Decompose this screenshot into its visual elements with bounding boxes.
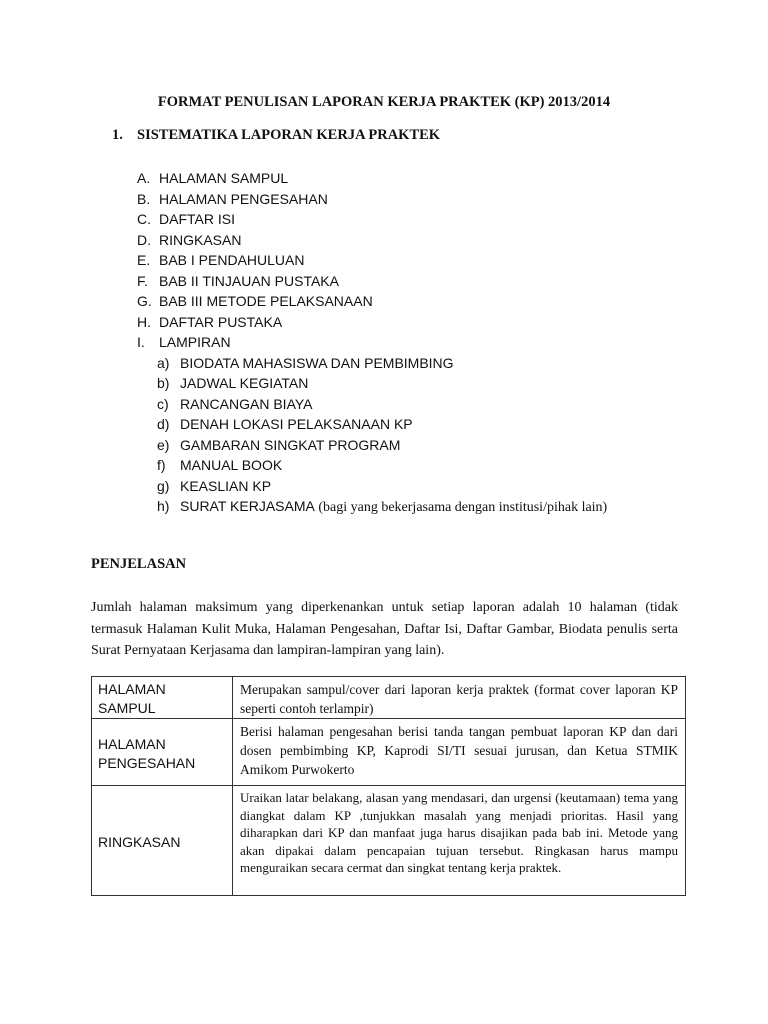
- list-item: [137, 250, 607, 271]
- explanation-table: [91, 676, 686, 896]
- list-text: JADWAL KEGIATAN: [180, 375, 309, 391]
- list-marker: h): [157, 498, 170, 514]
- list-marker: e): [157, 436, 170, 453]
- section-heading: [112, 127, 440, 144]
- list-text: BAB III METODE PELAKSANAAN: [159, 293, 373, 309]
- explanation-heading: PENJELASAN: [91, 556, 187, 572]
- list-text: GAMBARAN SINGKAT PROGRAM: [180, 436, 401, 453]
- list-text: SURAT KERJASAMA: [180, 498, 315, 514]
- list-marker: C.: [137, 211, 151, 227]
- list-item: [137, 230, 607, 251]
- list-text: BAB I PENDAHULUAN: [159, 252, 305, 268]
- list-marker: I.: [137, 334, 145, 350]
- list-text: RANCANGAN BIAYA: [180, 395, 313, 412]
- sub-list-item: [137, 496, 607, 517]
- list-item: [137, 271, 607, 292]
- list-text: DAFTAR PUSTAKA: [159, 313, 283, 330]
- list-marker: F.: [137, 272, 148, 289]
- list-marker: G.: [137, 293, 152, 309]
- list-text: DENAH LOKASI PELAKSANAAN KP: [180, 416, 413, 432]
- section-number: 1.: [112, 127, 123, 143]
- list-text: LAMPIRAN: [159, 334, 231, 350]
- table-cell-label: HALAMAN PENGESAHAN: [92, 719, 233, 786]
- table-row: [92, 719, 686, 786]
- list-text: DAFTAR ISI: [159, 211, 235, 227]
- list-item: [137, 209, 607, 230]
- list-item: [137, 189, 607, 210]
- sub-list-item: [137, 353, 607, 374]
- list-item: [137, 168, 607, 189]
- list-text: KEASLIAN KP: [180, 477, 272, 494]
- table-cell-description: Uraikan latar belakang, alasan yang mendasari, dan urgensi (keutamaan) tema yang diangkat dalam KP ,tunjukkan masalah yang menjadi prioritas. Hasil yang diharapkan dari KP dan manfaat juga harus disajikan pada bab ini. Metode yang akan dipakai dalam pencapaian tujuan tersebut. Ringkasan harus mampu menguraikan secara cermat dan singkat tentang kerja praktek.: [233, 786, 686, 896]
- list-marker: g): [157, 477, 170, 494]
- table-row: [92, 677, 686, 719]
- list-item: [137, 291, 607, 312]
- list-text: HALAMAN SAMPUL: [159, 170, 289, 186]
- sub-list-item: [137, 373, 607, 394]
- section-title: SISTEMATIKA LAPORAN KERJA PRAKTEK: [137, 127, 441, 143]
- sub-list-item: [137, 455, 607, 476]
- list-text: BIODATA MAHASISWA DAN PEMBIMBING: [180, 354, 454, 371]
- list-marker: A.: [137, 170, 151, 186]
- outline-list: [137, 168, 607, 517]
- sub-list-item: [137, 435, 607, 456]
- list-marker: E.: [137, 252, 151, 268]
- list-marker: H.: [137, 313, 151, 330]
- list-marker: f): [157, 457, 166, 473]
- list-marker: c): [157, 395, 169, 412]
- table-row: [92, 786, 686, 896]
- table-cell-description: Merupakan sampul/cover dari laporan kerja praktek (format cover laporan KP seperti contoh terlampir): [233, 677, 686, 719]
- table-cell-label: RINGKASAN: [92, 786, 233, 896]
- list-text: MANUAL BOOK: [180, 457, 283, 473]
- list-note: (bagi yang bekerjasama dengan institusi/pihak lain): [314, 500, 608, 515]
- sub-list-item: [137, 476, 607, 497]
- list-marker: b): [157, 375, 170, 391]
- list-text: RINGKASAN: [159, 231, 242, 248]
- document-title: FORMAT PENULISAN LAPORAN KERJA PRAKTEK (KP) 2013/2014: [157, 94, 611, 110]
- sub-list-item: [137, 394, 607, 415]
- list-item: [137, 312, 607, 333]
- list-marker: a): [157, 354, 170, 371]
- explanation-paragraph: Jumlah halaman maksimum yang diperkenankan untuk setiap laporan adalah 10 halaman (tidak termasuk Halaman Kulit Muka, Halaman Pengesahan, Daftar Isi, Daftar Gambar, Biodata penulis serta Surat Pernyataan Kerjasama dan lampiran-lampiran yang lain).: [91, 600, 678, 658]
- list-marker: d): [157, 416, 170, 432]
- list-text: HALAMAN PENGESAHAN: [159, 190, 328, 207]
- list-item: [137, 332, 607, 353]
- list-text: BAB II TINJAUAN PUSTAKA: [159, 272, 339, 289]
- sub-list-item: [137, 414, 607, 435]
- list-marker: B.: [137, 190, 151, 207]
- table-cell-description: Berisi halaman pengesahan berisi tanda tangan pembuat laporan KP dan dari dosen pembimbing KP, Kaprodi SI/TI sesuai jurusan, dan Ketua STMIK Amikom Purwokerto: [233, 719, 686, 786]
- list-marker: D.: [137, 231, 151, 248]
- table-cell-label: HALAMAN SAMPUL: [92, 677, 233, 719]
